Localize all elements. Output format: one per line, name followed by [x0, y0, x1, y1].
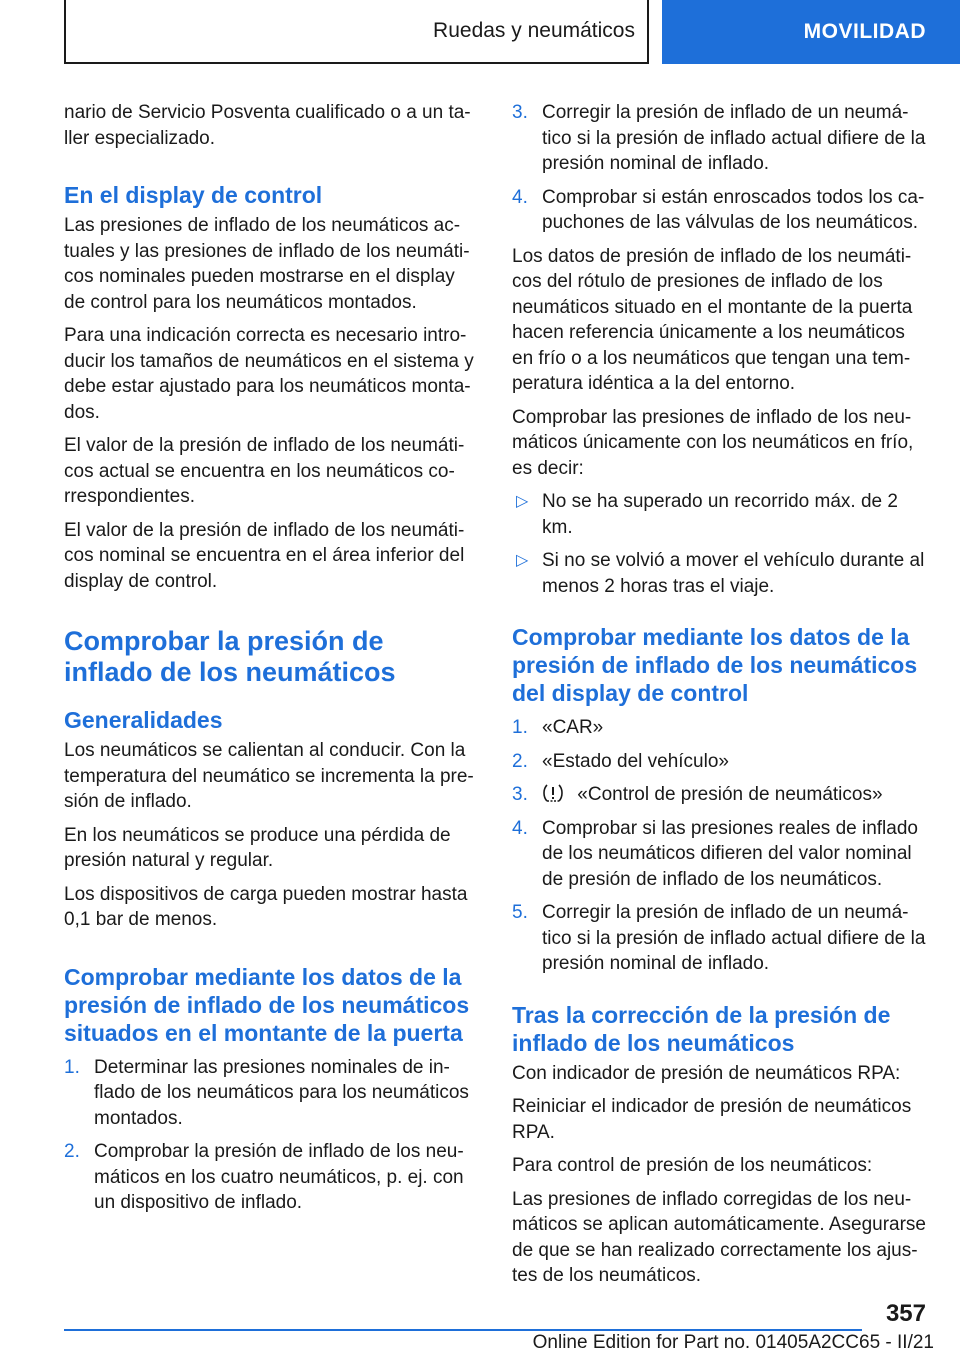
- triangle-bullet-icon: ▷: [516, 552, 529, 569]
- bullet-text: Si no se volvió a mover el vehículo durante al menos 2 horas tras el viaje.: [542, 550, 925, 597]
- heading-display-check: Comprobar mediante los datos de la presión de inflado de los neumáticos del display de control: [512, 624, 918, 706]
- step-number: 3.: [512, 784, 528, 805]
- after-paragraph-3: Para control de presión de los neumáticos:: [512, 1155, 873, 1176]
- step-text: Corregir la presión de inflado de un neumá-tico si la presión de inflado actual difiere de la presión nominal de inflado.: [542, 902, 926, 974]
- step-number: 1.: [64, 1056, 80, 1078]
- after-paragraph-2: Reiniciar el indicador de presión de neumáticos RPA.: [512, 1096, 912, 1143]
- heading-general: Generalidades: [64, 707, 223, 733]
- heading-door-pillar: Comprobar mediante los datos de la presión de inflado de los neumáticos situados en el montante de la puerta: [64, 963, 470, 1046]
- list-item: [512, 749, 928, 775]
- tire-pressure-warning-icon: [542, 783, 564, 803]
- step-number: 2.: [64, 1141, 80, 1162]
- step-text: Determinar las presiones nominales de in-flado de los neumáticos para los neumáticos montados.: [94, 1056, 469, 1129]
- header-section-box: [64, 0, 649, 64]
- footer-divider: [64, 1329, 862, 1331]
- step-number: 5.: [512, 902, 528, 923]
- door-paragraph-1: Los datos de presión de inflado de los neumáti-cos del rótulo de presiones de inflado de los neumáticos situado en el montante de la puerta hacen referencia únicamente a los neumáticos en frío o a los neumáticos que tengan una tem-peratura idéntica a la del entorno.: [512, 245, 913, 394]
- cold-tire-bullets: [512, 489, 928, 599]
- list-item: [512, 548, 928, 599]
- list-item: [512, 100, 928, 177]
- footer-edition: Online Edition for Part no. 01405A2CC65 - II/21: [532, 1332, 934, 1353]
- list-item: [512, 900, 928, 977]
- door-paragraph-2: Comprobar las presiones de inflado de los neu-máticos únicamente con los neumáticos en frío, es decir:: [512, 406, 914, 479]
- step-text: Comprobar la presión de inflado de los neu-máticos en los cuatro neumáticos, p. ej. con un dispositivo de inflado.: [94, 1141, 464, 1213]
- general-paragraph-1: Los neumáticos se calientan al conducir. Con la temperatura del neumático se incrementa la pre-sión de inflado.: [64, 740, 474, 812]
- list-item: [64, 1055, 478, 1132]
- step-number: 2.: [512, 750, 528, 772]
- triangle-bullet-icon: ▷: [516, 493, 529, 510]
- display-paragraph-3: El valor de la presión de inflado de los neumáti-cos actual se encuentra en los neumáticos co-rrespondientes.: [64, 435, 465, 507]
- step-text: «CAR»: [542, 717, 604, 738]
- after-paragraph-4: Las presiones de inflado corregidas de los neu-máticos se aplican automáticamente. Asegurarse de que se han realizado correctamente los ajus-tes de los neumáticos.: [512, 1188, 926, 1286]
- after-paragraph-1: Con indicador de presión de neumáticos RPA:: [512, 1062, 901, 1084]
- list-item: [512, 782, 928, 808]
- step-number: 4.: [512, 186, 528, 208]
- list-item: [512, 185, 928, 236]
- section-title: Ruedas y neumáticos: [433, 19, 635, 42]
- left-column: [64, 100, 478, 1224]
- heading-display-control: En el display de control: [64, 182, 323, 208]
- chapter-tab-label: MOVILIDAD: [803, 20, 926, 43]
- list-item: [512, 715, 928, 741]
- heading-after-correction: Tras la corrección de la presión de inflado de los neumáticos: [512, 1001, 891, 1056]
- step-text: «Estado del vehículo»: [542, 750, 729, 772]
- intro-paragraph: nario de Servicio Posventa cualificado o a un ta-ller especializado.: [64, 102, 471, 149]
- general-paragraph-2: En los neumáticos se produce una pérdida de presión natural y regular.: [64, 824, 451, 871]
- step-text: «Control de presión de neumáticos»: [577, 784, 883, 805]
- list-item: [64, 1139, 478, 1216]
- display-paragraph-1: Las presiones de inflado de los neumáticos ac-tuales y las presiones de inflado de los neumáti-cos nominales pueden mostrarse en el display de control para los neumáticos montados.: [64, 215, 470, 313]
- door-steps-continued: [512, 100, 928, 236]
- step-text: Comprobar si las presiones reales de inflado de los neumáticos difieren del valor nominal de presión de inflado de los neumáticos.: [542, 817, 918, 890]
- display-paragraph-2: Para una indicación correcta es necesario intro-ducir los tamaños de neumáticos en el sistema y debe estar ajustado para los neumáticos monta-dos.: [64, 325, 474, 423]
- list-item: [512, 489, 928, 540]
- step-number: 3.: [512, 102, 528, 123]
- display-steps-list: [512, 715, 928, 977]
- right-column: [512, 100, 928, 1297]
- step-text: Comprobar si están enroscados todos los ca-puchones de las válvulas de los neumáticos.: [542, 186, 925, 233]
- step-number: 1.: [512, 717, 528, 738]
- step-text: Corregir la presión de inflado de un neumá-tico si la presión de inflado actual difiere de la presión nominal de inflado.: [542, 102, 926, 174]
- list-item: [512, 816, 928, 893]
- page-number: 357: [885, 1300, 926, 1327]
- door-steps-list: [64, 1055, 478, 1216]
- chapter-tab: [662, 0, 960, 64]
- heading-check-pressure: Comprobar la presión de inflado de los neumáticos: [64, 626, 396, 687]
- bullet-text: No se ha superado un recorrido máx. de 2 km.: [542, 491, 898, 538]
- step-number: 4.: [512, 817, 528, 839]
- display-paragraph-4: El valor de la presión de inflado de los neumáti-cos nominal se encuentra en el área inferior del display de control.: [64, 519, 465, 592]
- general-paragraph-3: Los dispositivos de carga pueden mostrar hasta 0,1 bar de menos.: [64, 883, 468, 930]
